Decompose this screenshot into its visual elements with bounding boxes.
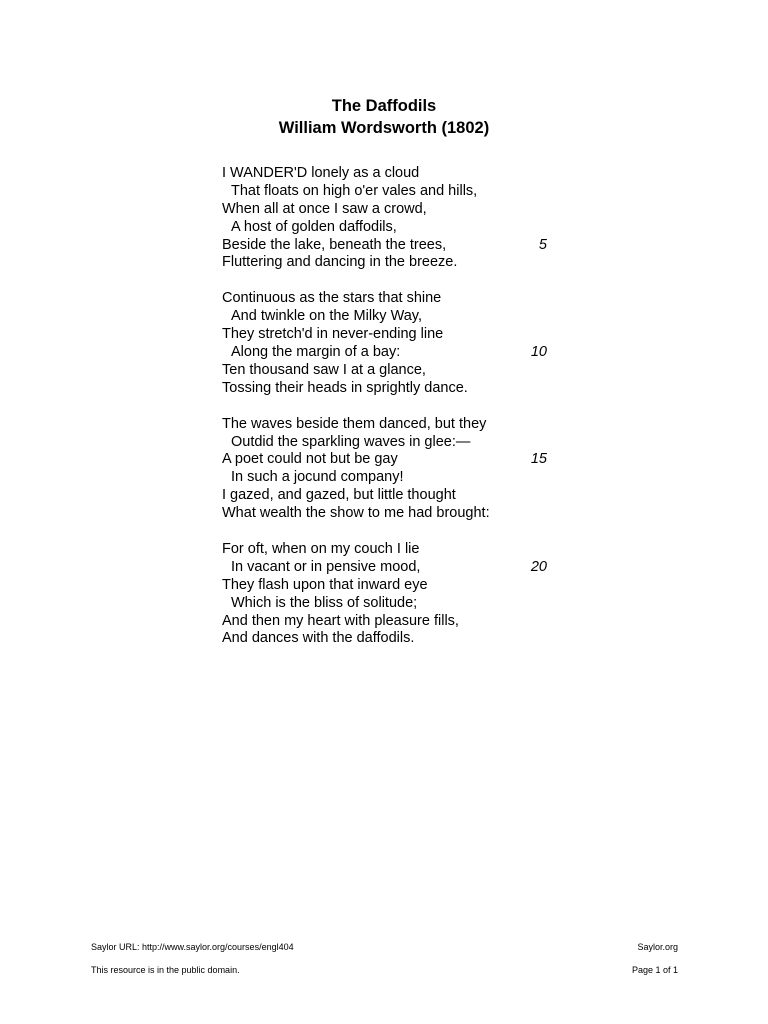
poem-line	[222, 505, 562, 523]
poem-line	[222, 362, 562, 380]
poem-line	[222, 344, 562, 362]
poem-line-text: What wealth the show to me had brought:	[222, 505, 490, 522]
poem-line	[222, 559, 562, 577]
poem-line-text: In vacant or in pensive mood,	[231, 558, 421, 575]
poem-line-text: Which is the bliss of solitude;	[231, 594, 418, 611]
poem-line-text: Fluttering and dancing in the breeze.	[222, 254, 458, 271]
poem-line	[222, 469, 562, 487]
poem-author: William Wordsworth (1802)	[278, 119, 490, 137]
poem-line	[222, 290, 562, 308]
poem-line-text: That floats on high o'er vales and hills,	[231, 182, 478, 199]
line-number: 20	[530, 558, 547, 575]
line-number: 15	[530, 451, 547, 468]
footer-url: Saylor URL: http://www.saylor.org/courses/engl404	[91, 942, 294, 952]
poem-line	[222, 487, 562, 505]
poem-line-text: In such a jocund company!	[231, 469, 404, 486]
poem-line-text: They stretch'd in never-ending line	[222, 326, 444, 343]
poem-line	[222, 434, 562, 452]
poem-line-text: For oft, when on my couch I lie	[222, 541, 420, 558]
poem-line	[222, 326, 562, 344]
poem-line	[222, 308, 562, 326]
poem-line-text: When all at once I saw a crowd,	[222, 200, 427, 217]
poem-line-text: And then my heart with pleasure fills,	[222, 612, 459, 629]
poem-line-text: The waves beside them danced, but they	[222, 415, 487, 432]
poem-line	[222, 237, 562, 255]
poem-line	[222, 577, 562, 595]
poem-line-text: They flash upon that inward eye	[222, 576, 428, 593]
line-number: 5	[538, 236, 547, 253]
poem-line-text: Outdid the sparkling waves in glee:—	[231, 433, 471, 450]
poem-body	[222, 165, 562, 666]
poem-line	[222, 183, 562, 201]
poem-line	[222, 254, 562, 272]
stanza	[222, 416, 562, 523]
poem-line	[222, 219, 562, 237]
poem-line	[222, 541, 562, 559]
footer-license: This resource is in the public domain.	[91, 965, 240, 975]
poem-line	[222, 380, 562, 398]
poem-line-text: Ten thousand saw I at a glance,	[222, 361, 426, 378]
stanza	[222, 165, 562, 272]
poem-line	[222, 451, 562, 469]
poem-line-text: Tossing their heads in sprightly dance.	[222, 379, 468, 396]
poem-line-text: A poet could not but be gay	[222, 451, 398, 468]
poem-line	[222, 613, 562, 631]
poem-line-text: Continuous as the stars that shine	[222, 290, 442, 307]
footer-site: Saylor.org	[637, 942, 678, 952]
title-block	[0, 95, 768, 139]
poem-line-text: A host of golden daffodils,	[231, 218, 397, 235]
stanza	[222, 290, 562, 397]
poem-line-text: Beside the lake, beneath the trees,	[222, 236, 447, 253]
poem-line	[222, 416, 562, 434]
poem-line-text: And dances with the daffodils.	[222, 630, 415, 647]
line-number: 10	[530, 344, 547, 361]
poem-line-text: And twinkle on the Milky Way,	[231, 308, 422, 325]
footer-page-number: Page 1 of 1	[631, 965, 678, 975]
poem-line	[222, 201, 562, 219]
poem-line	[222, 630, 562, 648]
stanza	[222, 541, 562, 648]
poem-line-text: Along the margin of a bay:	[231, 344, 401, 361]
poem-line	[222, 165, 562, 183]
poem-line-text: I WANDER'D lonely as a cloud	[222, 165, 420, 181]
poem-line	[222, 595, 562, 613]
poem-title: The Daffodils	[331, 97, 437, 115]
poem-line-text: I gazed, and gazed, but little thought	[222, 487, 456, 504]
